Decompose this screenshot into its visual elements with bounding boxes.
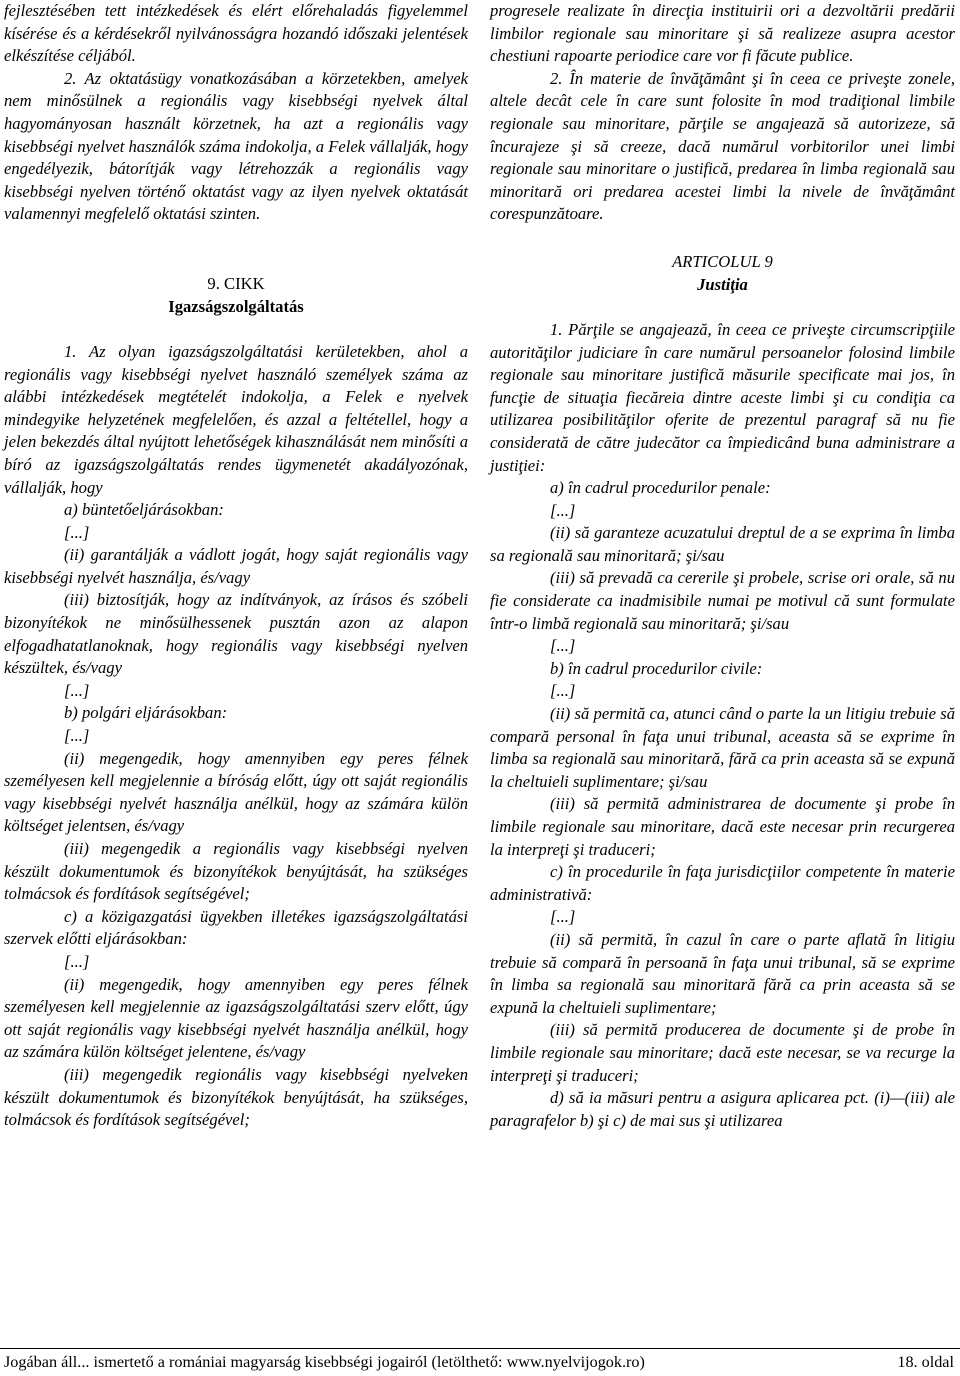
item-a-iii: (iii) să prevadă ca cererile şi probele, scrise ori orale, să nu fie considerate ca inadmisibile numai pe motivul că sunt formulate într-o limbă regională sau minoritară; şi/sau (490, 568, 955, 633)
ellipsis: [...] (550, 500, 576, 520)
item-a: a) în cadrul procedurilor penale: (550, 478, 771, 498)
paragraph-1: 1. Părţile se angajează, în ceea ce priveşte circumscripţiile autorităţilor judiciare în care numărul persoanelor folosind limbile regionale sau minoritare justifică măsurile specificate mai jos, în funcţie de situaţia fiecăreia dintre aceste limbi şi cu condiţia ca utilizarea posibilităţilor oferite de prezentul paragraf să nu fie considerată de către judecător ca împiedicând buna administrare a justiţiei: (490, 319, 955, 475)
ellipsis: [...] (550, 681, 576, 701)
item-d: d) să ia măsuri pentru a asigura aplicarea pct. (i)—(iii) ale paragrafelor b) şi c) de mai sus şi utilizarea (490, 1088, 955, 1130)
paragraph-1: 1. Az olyan igazságszolgáltatási kerületekben, ahol a regionális vagy kisebbségi nyelvet használó személyek száma az alábbi intézkedések megtételét indokolja, a Felek e nyelvek mindegyike helyzetének megfelelően, és azzal a feltétellel, hogy a jelen bekezdés által nyújtott lehetőségek kihasználását nem minősíti a bíró az igazságszolgáltatás rendes ügymenetét akadályozónak, vállalják, hogy (4, 341, 468, 497)
ellipsis: [...] (64, 680, 90, 700)
item-b: b) polgári eljárásokban: (64, 703, 228, 723)
romanian-column (490, 0, 955, 1132)
footer-divider (0, 1348, 960, 1349)
item-a-ii: (ii) garantálják a vádlott jogát, hogy saját regionális vagy kisebbségi nyelvét használja, és/vagy (4, 545, 468, 587)
item-c-iii: (iii) să permită producerea de documente şi de probe în limbile regionale sau minoritare; dacă este necesar, se va recurge la interpreţi şi traduceri; (490, 1020, 955, 1085)
item-c-ii: (ii) să permită, în cazul în care o parte aflată în litigiu trebuie să compară în persoană în faţa unui tribunal, să se exprime în limba sa regională sau minoritară fără ca prin aceasta să se expună la cheltuieli suplimentare; (490, 929, 955, 1017)
ellipsis: [...] (550, 907, 576, 927)
ellipsis: [...] (64, 522, 90, 542)
page-footer (4, 1352, 954, 1372)
item-b-ii: (ii) să permită ca, atunci când o parte la un litigiu trebuie să compară personal în faţa unui tribunal, aceasta să se exprime în limba sa regională sau minoritară, fără ca prin aceasta să se expună la cheltuieli suplimentare; şi/sau (490, 704, 955, 791)
article-title: Igazságszolgáltatás (168, 297, 304, 317)
page-number: 18. oldal (897, 1353, 954, 1371)
article-number: ARTICOLUL 9 (672, 251, 773, 271)
item-b: b) în cadrul procedurilor civile: (550, 658, 763, 678)
item-b-ii: (ii) megengedik, hogy amennyiben egy peres félnek személyesen kell megjelennie a bíróság előtt, úgy ott saját regionális vagy kisebbségi nyelvét használja anélkül, hogy az számára külön költséget jelentsen, és/vagy (4, 748, 468, 836)
item-c: c) în procedurile în faţa jurisdicţiilor competente în materie administrativă: (490, 862, 955, 904)
item-a: a) büntetőeljárásokban: (64, 500, 224, 520)
item-b-iii: (iii) să permită administrarea de documente şi probe în limbile regionale sau minoritare, dacă este necesar prin recurgerea la interpreţi şi traduceri; (490, 794, 955, 859)
ellipsis: [...] (64, 951, 90, 971)
hungarian-column (4, 0, 468, 1132)
item-b-iii: (iii) megengedik a regionális vagy kisebbségi nyelven készült dokumentumok és bizonyítékok benyújtását, ha szükséges tolmácsok és fordítások segítségével; (4, 839, 468, 904)
paragraph-2: 2. Az oktatásügy vonatkozásában a körzetekben, amelyek nem minősülnek a regionális vagy kisebbségi nyelvek által hagyományosan használt körzetnek, ha azt a regionális vagy kisebbségi nyelvet használók száma indokolja, a Felek vállalják, hogy engedélyezik, bátorítják vagy létrehozzák a regionális vagy kisebbségi nyelven történő oktatást vagy az ilyen nyelvek oktatását valamennyi megfelelő oktatási szinten. (4, 68, 468, 224)
paragraph-intro: fejlesztésében tett intézkedések és elért előrehaladás figyelemmel kísérése és a kérdésekről nyilvánosságra hozandó időszaki jelentések elkészítése céljából. (4, 1, 468, 66)
item-c-iii: (iii) megengedik regionális vagy kisebbségi nyelveken készült dokumentumok és bizonyítékok benyújtását, ha szükséges, tolmácsok és fordítások segítségével; (4, 1064, 468, 1130)
paragraph-2: 2. În materie de învăţământ şi în ceea ce priveşte zonele, altele decât cele în care sunt folosite în mod tradiţional limbile regionale sau minoritare, părţile se angajează să autorizeze, să încurajeze şi să creeze, dacă numărul vorbitorilor unei limbi regionale sau minoritare o justifică, predarea în limba regională sau minoritară ori predarea acestei limbi la nivele de învăţământ corespunzătoare. (490, 68, 955, 224)
item-a-iii: (iii) biztosítják, hogy az indítványok, az írásos és szóbeli bizonyítékok ne minősülhessenek pusztán azon az alapon elfogadhatatlanoknak, hogy regionális vagy kisebbségi nyelven készültek, és/vagy (4, 590, 468, 678)
item-a-ii: (ii) să garanteze acuzatului dreptul de a se exprima în limba sa regională sau minoritară; şi/sau (490, 523, 955, 565)
article-number: 9. CIKK (207, 273, 265, 293)
ellipsis: [...] (550, 636, 576, 656)
footer-text: Jogában áll... ismertető a romániai magyarság kisebbségi jogairól (letölthető: www.nyelvijogok.ro) (4, 1353, 645, 1371)
article-title: Justiţia (697, 275, 748, 295)
paragraph-intro: progresele realizate în direcţia instituirii ori a dezvoltării predării limbilor regionale sau minoritare şi să realizeze asupra acestor chestiuni rapoarte periodice care vor fi făcute publice. (490, 1, 955, 66)
ellipsis: [...] (64, 726, 90, 746)
item-c-ii: (ii) megengedik, hogy amennyiben egy peres félnek személyesen kell megjelennie az igazságszolgáltatási szerv előtt, úgy ott saját regionális vagy kisebbségi nyelvét használja anélkül, hogy az számára külön költséget jelentene, és/vagy (4, 974, 468, 1062)
item-c: c) a közigazgatási ügyekben illetékes igazságszolgáltatási szervek előtti eljárásokban: (4, 906, 468, 949)
